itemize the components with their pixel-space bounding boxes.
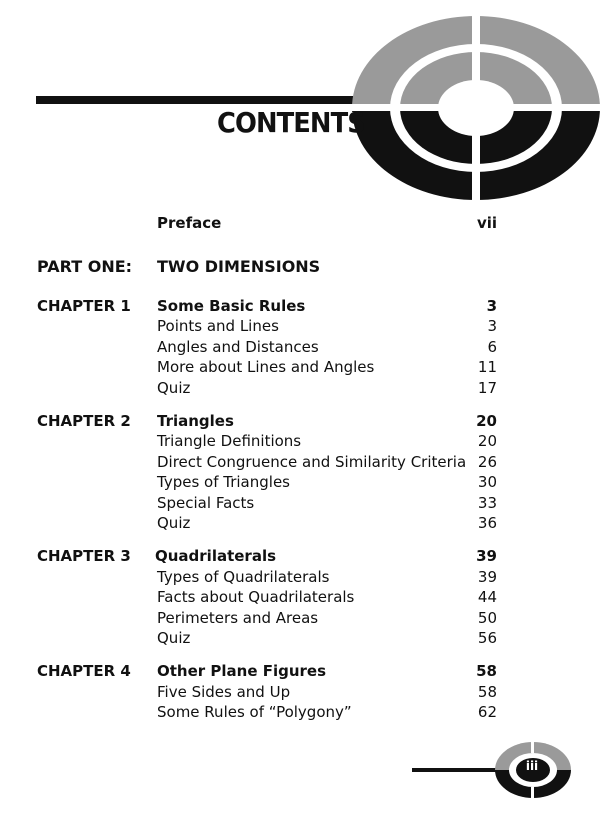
section-title: More about Lines and Angles [157, 358, 375, 376]
section-page: 17 [477, 379, 497, 397]
toc-preface-page: vii [476, 214, 497, 232]
section-title: Five Sides and Up [157, 683, 291, 701]
page-number: iii [525, 759, 539, 773]
part-label: PART ONE: [37, 257, 133, 276]
section-title: Quiz [157, 514, 191, 532]
page-title: CONTENTS [217, 106, 365, 139]
section-title: Some Rules of “Polygony” [157, 703, 352, 721]
section-page: 11 [477, 358, 497, 376]
chapter-label: CHAPTER 3 [37, 547, 131, 565]
section-page: 6 [487, 338, 497, 356]
footer-cross-vertical-bottom [531, 787, 534, 800]
section-title: Quiz [157, 629, 191, 647]
chapter-label: CHAPTER 4 [37, 662, 131, 680]
section-title: Points and Lines [157, 317, 279, 335]
footer-rule [412, 768, 502, 772]
section-page: 50 [477, 609, 497, 627]
section-page: 30 [477, 473, 497, 491]
section-page: 62 [477, 703, 497, 721]
section-title: Types of Triangles [157, 473, 290, 491]
part-title: TWO DIMENSIONS [157, 257, 321, 276]
chapter-page: 3 [486, 297, 497, 315]
section-page: 26 [477, 453, 497, 471]
chapter-label: CHAPTER 2 [37, 412, 131, 430]
header-target-graphic [0, 0, 600, 200]
section-title: Direct Congruence and Similarity Criteria [157, 453, 467, 471]
section-page: 56 [477, 629, 497, 647]
section-page: 44 [477, 588, 497, 606]
chapter-label: CHAPTER 1 [37, 297, 131, 315]
chapter-page: 58 [476, 662, 497, 680]
section-page: 39 [477, 568, 497, 586]
footer-target-graphic [400, 740, 600, 800]
section-page: 36 [477, 514, 497, 532]
section-title: Special Facts [157, 494, 255, 512]
chapter-title: Triangles [157, 412, 234, 430]
chapter-title: Quadrilaterals [155, 547, 277, 565]
section-title: Triangle Definitions [157, 432, 302, 450]
target-cross-horizontal [352, 104, 600, 111]
section-title: Quiz [157, 379, 191, 397]
chapter-title: Some Basic Rules [157, 297, 306, 315]
chapter-page: 39 [476, 547, 497, 565]
footer-cross-vertical [531, 740, 534, 753]
toc-preface-title: Preface [157, 214, 222, 232]
section-page: 3 [487, 317, 497, 335]
section-page: 33 [477, 494, 497, 512]
chapter-title: Other Plane Figures [157, 662, 327, 680]
chapter-page: 20 [476, 412, 497, 430]
section-title: Facts about Quadrilaterals [157, 588, 355, 606]
section-title: Types of Quadrilaterals [157, 568, 330, 586]
section-title: Angles and Distances [157, 338, 319, 356]
section-page: 58 [477, 683, 497, 701]
section-title: Perimeters and Areas [157, 609, 319, 627]
section-page: 20 [477, 432, 497, 450]
